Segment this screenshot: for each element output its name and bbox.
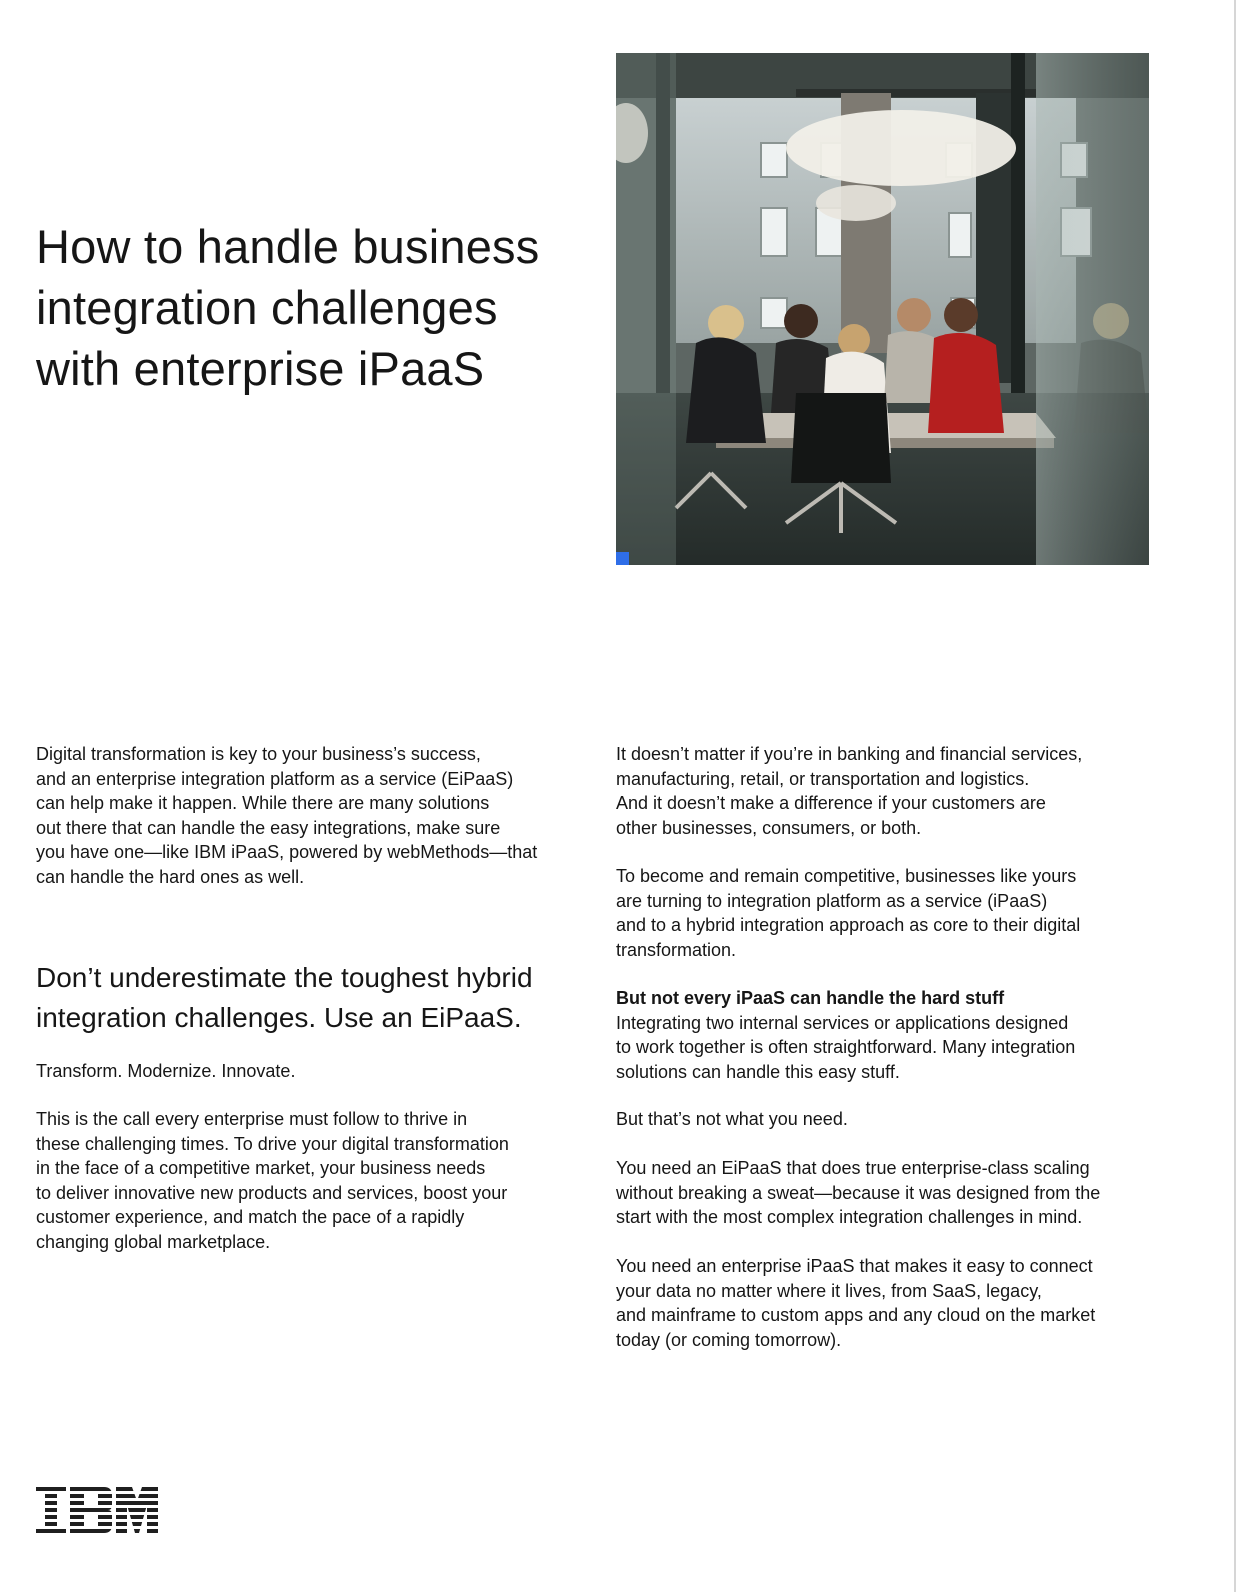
text-line: Integrating two internal services or applications designed <box>616 1012 1069 1033</box>
text-line: your data no matter where it lives, from SaaS, legacy, <box>616 1280 1042 1301</box>
text-line: and an enterprise integration platform as a service (EiPaaS) <box>36 768 514 789</box>
text-line: start with the most complex integration challenges in mind. <box>616 1207 1083 1227</box>
text-line: are turning to integration platform as a service (iPaaS) <box>616 890 1048 911</box>
text-line: It doesn’t matter if you’re in banking and financial services, <box>616 744 1083 764</box>
text-line: other businesses, consumers, or both. <box>616 817 922 838</box>
text-line: to deliver innovative new products and services, boost your <box>36 1182 508 1203</box>
need-statement: But that’s not what you need. <box>616 1109 848 1129</box>
text-line: transformation. <box>616 939 737 960</box>
text-line: manufacturing, retail, or transportation and logistics. <box>616 768 1030 789</box>
text-line: can help make it happen. While there are many solutions <box>36 793 490 813</box>
industries-paragraph <box>616 742 1156 840</box>
call-paragraph <box>36 1107 556 1254</box>
text-line: To become and remain competitive, businesses like yours <box>616 866 1077 886</box>
hard-stuff-paragraph <box>616 986 1156 1084</box>
meeting-room-photo <box>616 53 1149 565</box>
text-line: in the face of a competitive market, your business needs <box>36 1158 486 1178</box>
scaling-paragraph <box>616 1156 1156 1230</box>
paragraph-heading: But not every iPaaS can handle the hard stuff <box>616 988 1005 1008</box>
text-line: today (or coming tomorrow). <box>616 1329 842 1350</box>
text-line: without breaking a sweat—because it was designed from the <box>616 1182 1101 1203</box>
text-line: And it doesn’t make a difference if your customers are <box>616 793 1046 813</box>
text-line: can handle the hard ones as well. <box>36 866 305 887</box>
page-title <box>36 216 576 399</box>
tagline: Transform. Modernize. Innovate. <box>36 1061 296 1081</box>
title-line: with enterprise iPaaS <box>36 342 485 395</box>
text-line: changing global marketplace. <box>36 1231 271 1252</box>
accent-square <box>616 552 629 565</box>
text-line: these challenging times. To drive your digital transformation <box>36 1133 509 1154</box>
section-heading <box>36 958 596 1038</box>
text-line: and to a hybrid integration approach as core to their digital <box>616 915 1081 935</box>
text-line: You need an EiPaaS that does true enterprise-class scaling <box>616 1158 1090 1178</box>
competitive-paragraph <box>616 864 1156 962</box>
text-line: out there that can handle the easy integrations, make sure <box>36 817 501 838</box>
text-line: and mainframe to custom apps and any cloud on the market <box>616 1305 1096 1325</box>
text-line: you have one—like IBM iPaaS, powered by webMethods—that <box>36 842 538 862</box>
heading-line: integration challenges. Use an EiPaaS. <box>36 1002 522 1033</box>
intro-paragraph <box>36 742 556 889</box>
text-line: You need an enterprise iPaaS that makes it easy to connect <box>616 1256 1093 1276</box>
text-line: customer experience, and match the pace of a rapidly <box>36 1207 465 1227</box>
text-line: This is the call every enterprise must follow to thrive in <box>36 1109 468 1129</box>
title-line: How to handle business <box>36 220 540 273</box>
ibm-logo <box>36 1487 158 1533</box>
text-line: Digital transformation is key to your business’s success, <box>36 744 481 764</box>
title-line: integration challenges <box>36 281 498 334</box>
heading-line: Don’t underestimate the toughest hybrid <box>36 962 533 993</box>
text-line: to work together is often straightforward. Many integration <box>616 1037 1076 1057</box>
text-line: solutions can handle this easy stuff. <box>616 1061 900 1082</box>
connect-paragraph <box>616 1254 1156 1352</box>
